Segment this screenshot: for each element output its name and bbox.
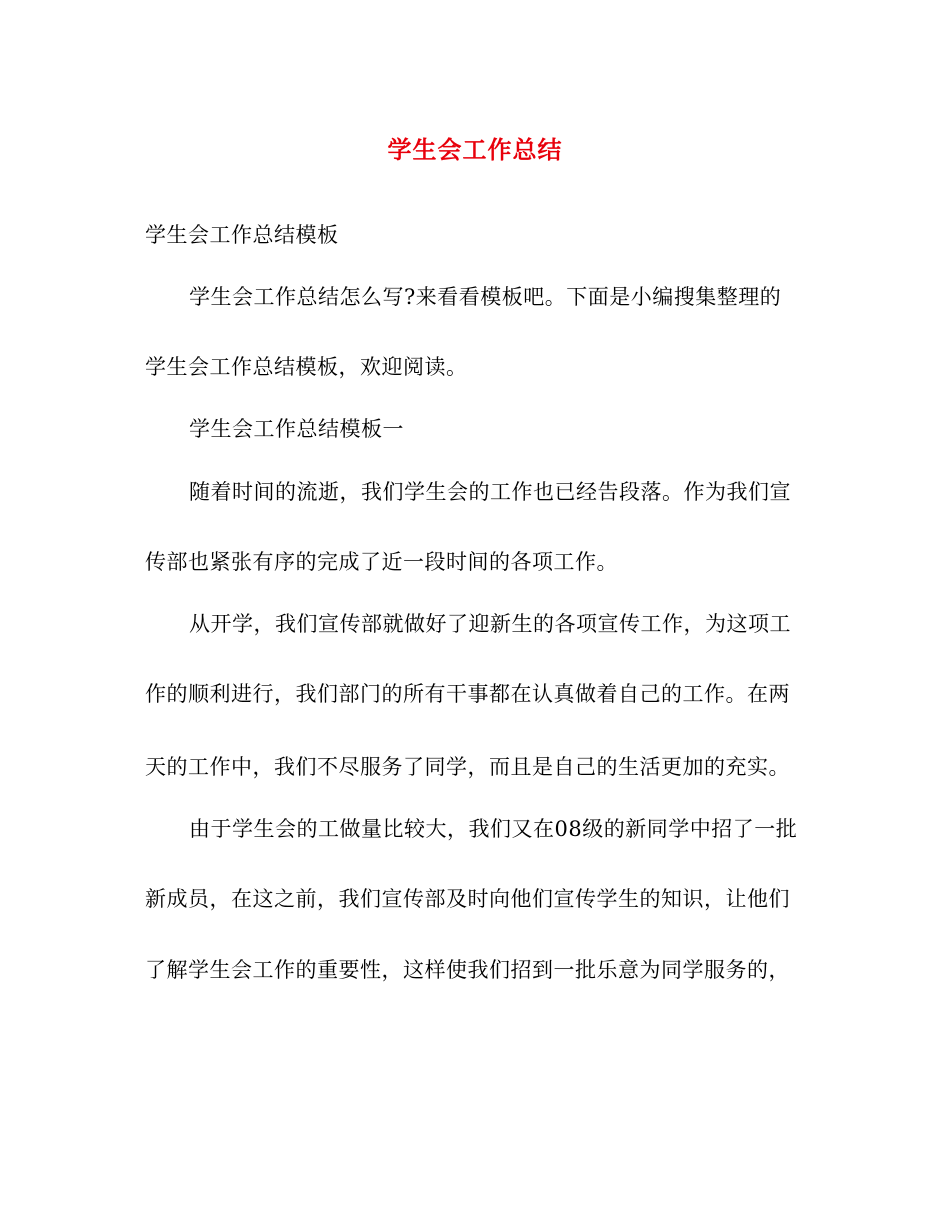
- paragraph-line: 了解学生会工作的重要性，这样使我们招到一批乐意为同学服务的，: [145, 958, 790, 982]
- section-heading-one: 学生会工作总结模板一: [189, 417, 404, 441]
- paragraph-line: 学生会工作总结模板，欢迎阅读。: [145, 355, 468, 379]
- paragraph-line: 传部也紧张有序的完成了近一段时间的各项工作。: [145, 550, 618, 574]
- paragraph-line: 天的工作中，我们不尽服务了同学，而且是自己的生活更加的充实。: [145, 755, 790, 779]
- paragraph-line: 学生会工作总结怎么写?来看看模板吧。下面是小编搜集整理的: [189, 285, 782, 309]
- paragraph-line: 随着时间的流逝，我们学生会的工作也已经告段落。作为我们宣: [189, 480, 791, 504]
- paragraph-line: 作的顺利进行，我们部门的所有干事都在认真做着自己的工作。在两: [145, 682, 790, 706]
- paragraph-line: 新成员，在这之前，我们宣传部及时向他们宣传学生的知识，让他们: [145, 887, 790, 911]
- subheading-template: 学生会工作总结模板: [145, 223, 339, 247]
- paragraph-line: 由于学生会的工做量比较大，我们又在08级的新同学中招了一批: [189, 817, 798, 841]
- paragraph-line: 从开学，我们宣传部就做好了迎新生的各项宣传工作，为这项工: [189, 612, 791, 636]
- document-title: 学生会工作总结: [387, 136, 563, 164]
